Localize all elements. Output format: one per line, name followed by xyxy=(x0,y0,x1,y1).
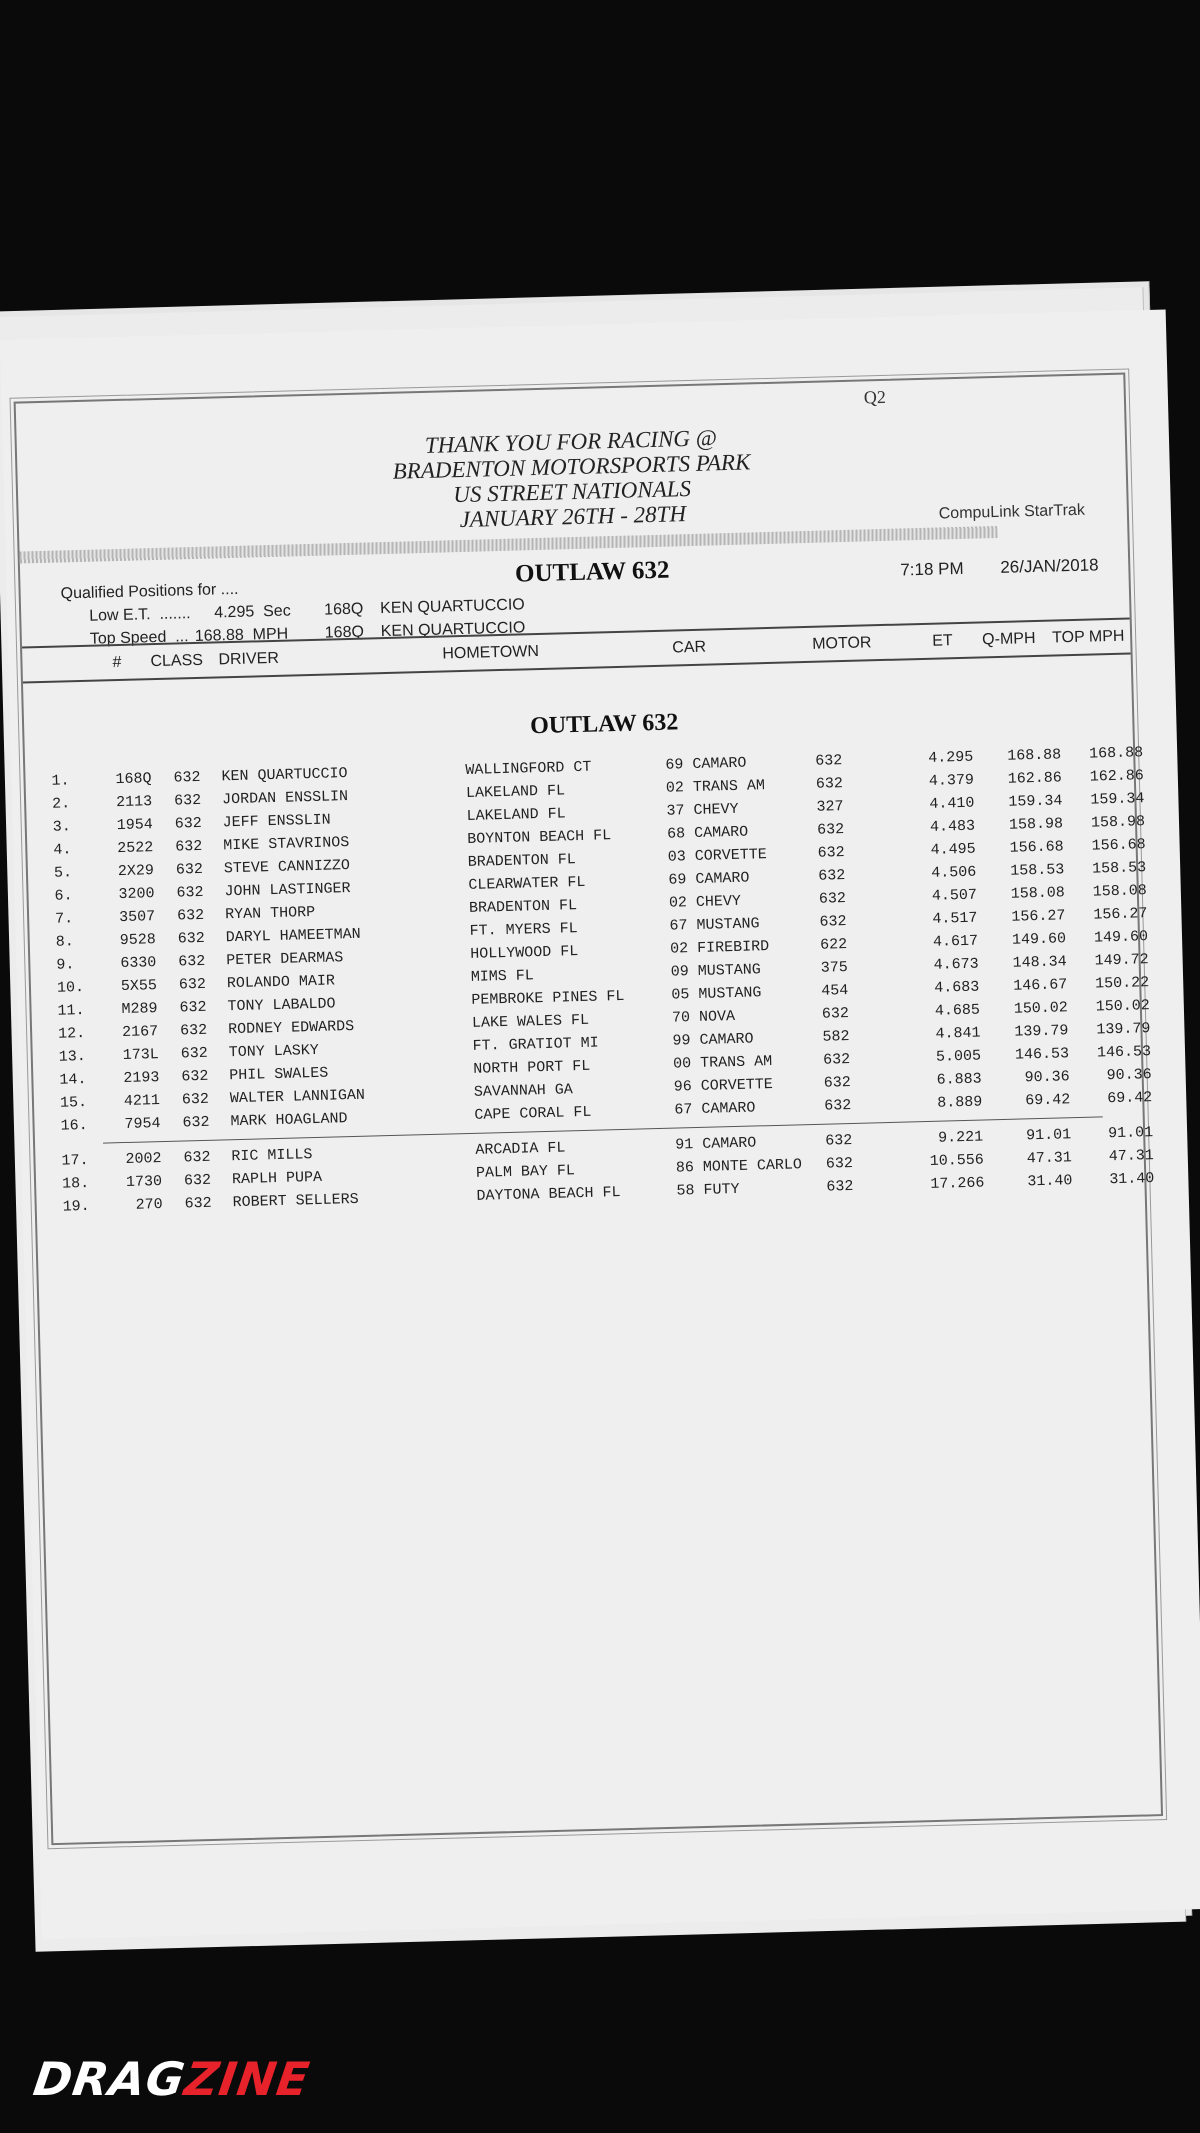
cell-pos: 2. xyxy=(51,795,71,813)
cell-num: M289 xyxy=(121,1000,158,1019)
col-header-motor: MOTOR xyxy=(812,634,872,653)
cell-et: 4.685 xyxy=(934,1001,981,1020)
cell-cls: 632 xyxy=(182,1113,210,1132)
cell-home: BOYNTON BEACH FL xyxy=(467,827,612,848)
cell-motor: 632 xyxy=(818,890,847,908)
cell-home: DAYTONA BEACH FL xyxy=(476,1184,621,1205)
cell-motor: 632 xyxy=(819,913,847,931)
cell-num: 7954 xyxy=(124,1115,161,1134)
event-heading xyxy=(17,415,1127,544)
col-header-car: CAR xyxy=(672,638,707,657)
cell-et: 4.841 xyxy=(935,1024,981,1043)
results-sheet xyxy=(0,309,1200,1939)
top-speed-label: Top Speed ... xyxy=(89,628,189,648)
cell-qmph: 69.42 xyxy=(1025,1091,1071,1110)
cell-et: 4.410 xyxy=(929,794,975,813)
cell-pos: 9. xyxy=(56,956,75,974)
cell-motor: 375 xyxy=(820,959,848,977)
cell-motor: 632 xyxy=(818,867,846,885)
cell-home: LAKELAND FL xyxy=(465,782,566,802)
low-et-car: 168Q xyxy=(323,600,364,619)
cell-pos: 6. xyxy=(54,887,73,905)
cell-et: 4.506 xyxy=(931,863,977,882)
cell-home: NORTH PORT FL xyxy=(473,1057,591,1078)
cell-num: 9528 xyxy=(119,931,156,950)
cell-car: 67 MUSTANG xyxy=(669,915,760,935)
col-header-num: # xyxy=(112,653,122,672)
cell-et: 9.221 xyxy=(937,1128,984,1147)
cell-car: 58 FUTY xyxy=(676,1180,740,1200)
cell-et: 4.617 xyxy=(932,932,979,951)
cell-car: 37 CHEVY xyxy=(666,800,739,820)
logo-part-zine: ZINE xyxy=(181,2052,314,2106)
cell-car: 68 CAMARO xyxy=(666,823,749,843)
cell-cls: 632 xyxy=(181,1090,210,1109)
cell-driver: ROBERT SELLERS xyxy=(232,1190,359,1212)
cell-pos: 4. xyxy=(53,841,72,859)
cell-driver: JOHN LASTINGER xyxy=(224,880,351,901)
cell-pos: 3. xyxy=(52,818,72,836)
cell-et: 4.495 xyxy=(930,840,976,859)
cell-car: 86 MONTE CARLO xyxy=(675,1156,803,1177)
cell-num: 6330 xyxy=(120,954,157,973)
cell-et: 6.883 xyxy=(936,1070,982,1089)
cell-driver: PETER DEARMAS xyxy=(226,949,344,970)
cell-home: CAPE CORAL FL xyxy=(474,1103,592,1124)
cell-driver: ROLANDO MAIR xyxy=(226,972,336,993)
cell-pos: 16. xyxy=(60,1116,88,1135)
qualifying-round-label: Q2 xyxy=(863,386,887,408)
cell-topmph: 156.68 xyxy=(1091,836,1146,855)
cell-et: 17.266 xyxy=(930,1174,985,1193)
cell-home: PEMBROKE PINES FL xyxy=(471,987,625,1009)
cell-topmph: 168.88 xyxy=(1088,744,1144,763)
cell-et: 4.517 xyxy=(932,909,978,928)
cell-num: 2167 xyxy=(121,1023,159,1042)
heading-line: US STREET NATIONALS xyxy=(453,475,692,508)
cell-et: 4.507 xyxy=(931,886,978,905)
cell-pos: 1. xyxy=(51,772,70,790)
cell-car: 69 CAMARO xyxy=(665,754,747,774)
cell-cls: 632 xyxy=(175,837,203,856)
cell-home: FT. MYERS FL xyxy=(469,920,578,940)
cell-home: MIMS FL xyxy=(470,967,535,986)
cell-motor: 632 xyxy=(816,821,845,839)
low-et-label: Low E.T. ....... xyxy=(89,605,191,625)
cell-pos: 12. xyxy=(57,1025,86,1043)
cell-driver: RIC MILLS xyxy=(231,1146,313,1166)
cell-motor: 454 xyxy=(821,982,849,1000)
heading-line: THANK YOU FOR RACING @ xyxy=(424,425,718,458)
low-et-driver: KEN QUARTUCCIO xyxy=(379,596,525,618)
cell-car: 91 CAMARO xyxy=(675,1134,757,1154)
cell-et: 4.683 xyxy=(934,978,980,997)
report-date: 26/JAN/2018 xyxy=(1000,555,1099,577)
cell-driver: TONY LASKY xyxy=(228,1041,319,1062)
cell-home: LAKELAND FL xyxy=(466,805,566,825)
cell-driver: MARK HOAGLAND xyxy=(230,1110,348,1131)
cell-driver: MIKE STAVRINOS xyxy=(223,834,350,855)
cell-cls: 632 xyxy=(178,975,207,994)
dragzine-logo xyxy=(30,2052,313,2106)
cell-cls: 632 xyxy=(173,768,201,787)
cell-home: SAVANNAH GA xyxy=(473,1081,574,1101)
cell-home: HOLLYWOOD FL xyxy=(470,943,579,963)
logo-part-drag: DRAG xyxy=(30,2052,189,2106)
col-header-topmph: TOP MPH xyxy=(1051,627,1125,647)
cell-driver: JORDAN ENSSLIN xyxy=(221,788,349,809)
cell-et: 5.005 xyxy=(935,1047,982,1066)
col-header-driver: DRIVER xyxy=(218,649,280,669)
top-speed-value: 168.88 MPH xyxy=(194,625,289,645)
cell-cls: 632 xyxy=(178,952,206,971)
cell-home: CLEARWATER FL xyxy=(468,873,586,894)
cell-pos: 17. xyxy=(61,1151,89,1170)
cell-topmph: 31.40 xyxy=(1109,1170,1155,1189)
class-title: OUTLAW 632 xyxy=(514,556,670,588)
cell-motor: 327 xyxy=(816,798,844,816)
cell-home: PALM BAY FL xyxy=(475,1162,576,1182)
cell-cls: 632 xyxy=(177,929,205,948)
cell-et: 4.483 xyxy=(929,817,976,836)
cell-topmph: 149.72 xyxy=(1094,951,1149,970)
cell-motor: 622 xyxy=(819,936,848,954)
cell-driver: TONY LABALDO xyxy=(227,995,336,1016)
cell-pos: 19. xyxy=(62,1197,90,1216)
cell-home: LAKE WALES FL xyxy=(471,1011,590,1032)
cell-qmph: 146.67 xyxy=(1013,976,1068,995)
cell-qmph: 156.68 xyxy=(1009,838,1064,857)
cell-topmph: 158.53 xyxy=(1091,859,1147,878)
cell-qmph: 158.98 xyxy=(1008,815,1064,834)
cell-et: 4.379 xyxy=(928,771,975,790)
cell-driver: PHIL SWALES xyxy=(229,1064,329,1085)
results-table xyxy=(25,744,1155,1216)
cell-num: 2193 xyxy=(123,1069,160,1088)
cell-num: 2002 xyxy=(125,1150,162,1168)
cell-num: 2113 xyxy=(115,793,153,812)
cell-driver: RYAN THORP xyxy=(224,903,316,924)
cell-qmph: 90.36 xyxy=(1024,1068,1070,1087)
top-speed-driver: KEN QUARTUCCIO xyxy=(380,619,526,641)
cell-pos: 5. xyxy=(53,864,73,882)
heading-line: BRADENTON MOTORSPORTS PARK xyxy=(392,449,751,484)
cell-motor: 632 xyxy=(825,1154,854,1173)
cell-et: 4.673 xyxy=(933,955,979,974)
cell-topmph: 156.27 xyxy=(1093,905,1148,924)
cell-num: 1730 xyxy=(125,1173,163,1191)
cell-cls: 632 xyxy=(181,1067,209,1086)
cell-cls: 632 xyxy=(173,791,202,810)
cell-cls: 632 xyxy=(176,883,204,902)
cell-topmph: 47.31 xyxy=(1108,1147,1154,1166)
cell-topmph: 139.79 xyxy=(1096,1020,1151,1039)
section-title: OUTLAW 632 xyxy=(529,709,679,740)
cell-motor: 632 xyxy=(824,1096,852,1115)
qualified-label: Qualified Positions for .... xyxy=(60,580,239,603)
timing-system-brand: CompuLink StarTrak xyxy=(938,501,1086,523)
cell-num: 3507 xyxy=(118,908,156,927)
cell-home: FT. GRATIOT MI xyxy=(472,1034,599,1055)
cell-car: 03 CORVETTE xyxy=(667,846,767,866)
cell-num: 5X55 xyxy=(120,977,158,996)
cell-motor: 632 xyxy=(826,1177,854,1196)
cell-num: 4211 xyxy=(123,1092,161,1111)
cell-pos: 14. xyxy=(59,1070,87,1089)
cell-num: 168Q xyxy=(115,770,152,789)
cell-topmph: 146.53 xyxy=(1096,1043,1152,1062)
cell-motor: 632 xyxy=(815,752,843,770)
cell-pos: 7. xyxy=(54,910,74,928)
cell-car: 09 MUSTANG xyxy=(670,961,761,981)
cell-qmph: 148.34 xyxy=(1012,953,1067,972)
cell-num: 3200 xyxy=(118,885,155,904)
cell-pos: 8. xyxy=(55,933,75,951)
cell-topmph: 162.86 xyxy=(1089,767,1145,786)
cell-driver: WALTER LANNIGAN xyxy=(229,1086,366,1108)
cell-qmph: 168.88 xyxy=(1007,746,1062,765)
cell-cls: 632 xyxy=(180,1044,208,1063)
cell-qmph: 139.79 xyxy=(1014,1022,1069,1041)
cell-qmph: 156.27 xyxy=(1011,907,1066,926)
cell-topmph: 69.42 xyxy=(1107,1089,1153,1108)
cell-motor: 632 xyxy=(822,1050,851,1069)
cell-num: 173L xyxy=(122,1046,159,1065)
cell-topmph: 149.60 xyxy=(1093,928,1149,947)
cell-car: 02 CHEVY xyxy=(668,892,742,912)
cell-num: 270 xyxy=(135,1196,163,1214)
cell-motor: 582 xyxy=(822,1028,850,1046)
cell-qmph: 158.08 xyxy=(1010,884,1066,903)
cell-car: 67 CAMARO xyxy=(674,1099,756,1119)
cell-car: 70 NOVA xyxy=(671,1007,736,1027)
cell-cls: 632 xyxy=(183,1171,212,1190)
cell-home: BRADENTON FL xyxy=(468,897,578,917)
cell-driver: JEFF ENSSLIN xyxy=(222,811,331,832)
cell-motor: 632 xyxy=(815,775,844,793)
cell-motor: 632 xyxy=(817,844,845,862)
cell-topmph: 158.08 xyxy=(1092,882,1148,901)
cell-num: 2522 xyxy=(117,839,154,858)
cell-qmph: 31.40 xyxy=(1027,1172,1073,1191)
low-et-value: 4.295 Sec xyxy=(213,602,291,622)
cell-cls: 632 xyxy=(179,1021,208,1040)
cell-motor: 632 xyxy=(825,1131,853,1150)
cell-pos: 13. xyxy=(58,1048,87,1066)
top-speed-car: 168Q xyxy=(324,623,365,642)
col-header-hometown: HOMETOWN xyxy=(442,643,540,663)
cell-car: 96 CORVETTE xyxy=(673,1076,774,1096)
cell-cls: 632 xyxy=(179,998,207,1017)
cell-qmph: 149.60 xyxy=(1011,930,1067,949)
heading-line: JANUARY 26TH - 28TH xyxy=(459,501,687,533)
col-header-qmph: Q-MPH xyxy=(981,629,1036,649)
cell-qmph: 150.02 xyxy=(1013,999,1069,1018)
cell-num: 1954 xyxy=(116,816,153,835)
cell-car: 69 CAMARO xyxy=(668,869,750,889)
cell-topmph: 159.34 xyxy=(1090,790,1145,809)
cell-qmph: 146.53 xyxy=(1014,1045,1070,1064)
cell-home: BRADENTON FL xyxy=(467,851,577,871)
cell-car: 02 FIREBIRD xyxy=(669,938,770,958)
cell-et: 10.556 xyxy=(929,1151,985,1170)
cell-driver: KEN QUARTUCCIO xyxy=(221,765,348,786)
report-time: 7:18 PM xyxy=(900,558,964,580)
cell-et: 8.889 xyxy=(937,1093,983,1112)
col-header-et: ET xyxy=(931,632,953,650)
cell-cls: 632 xyxy=(176,906,205,925)
cell-qmph: 47.31 xyxy=(1026,1149,1072,1168)
sheet-frame xyxy=(14,373,1163,1846)
cell-car: 05 MUSTANG xyxy=(671,984,762,1004)
cell-topmph: 91.01 xyxy=(1107,1124,1154,1143)
cell-topmph: 158.98 xyxy=(1090,813,1146,832)
cell-pos: 18. xyxy=(61,1174,90,1193)
cell-home: WALLINGFORD CT xyxy=(465,758,592,779)
cell-cls: 632 xyxy=(184,1194,212,1213)
cell-motor: 632 xyxy=(823,1073,851,1092)
cell-pos: 15. xyxy=(59,1093,88,1112)
cell-car: 02 TRANS AM xyxy=(665,777,766,797)
cell-et: 4.295 xyxy=(928,748,974,767)
cell-cls: 632 xyxy=(174,814,202,833)
cell-home: ARCADIA FL xyxy=(475,1139,566,1159)
cell-topmph: 90.36 xyxy=(1106,1066,1152,1085)
cell-pos: 10. xyxy=(56,979,85,997)
cell-car: 99 CAMARO xyxy=(672,1030,754,1050)
cell-motor: 632 xyxy=(821,1005,850,1023)
cell-driver: RODNEY EDWARDS xyxy=(227,1017,355,1039)
cell-topmph: 150.22 xyxy=(1094,974,1150,993)
col-header-class: CLASS xyxy=(150,651,204,671)
cell-qmph: 158.53 xyxy=(1010,861,1065,880)
cell-pos: 11. xyxy=(57,1002,85,1020)
cell-topmph: 150.02 xyxy=(1095,997,1151,1016)
cell-driver: RAPLH PUPA xyxy=(231,1168,323,1189)
cell-qmph: 159.34 xyxy=(1008,792,1063,811)
cell-driver: DARYL HAMEETMAN xyxy=(225,925,361,947)
cell-qmph: 91.01 xyxy=(1025,1126,1072,1145)
cell-cls: 632 xyxy=(175,860,204,879)
cell-num: 2X29 xyxy=(117,862,155,881)
cell-qmph: 162.86 xyxy=(1007,769,1063,788)
cell-car: 00 TRANS AM xyxy=(672,1053,773,1073)
cell-driver: STEVE CANNIZZO xyxy=(223,857,351,878)
cell-cls: 632 xyxy=(183,1148,211,1167)
